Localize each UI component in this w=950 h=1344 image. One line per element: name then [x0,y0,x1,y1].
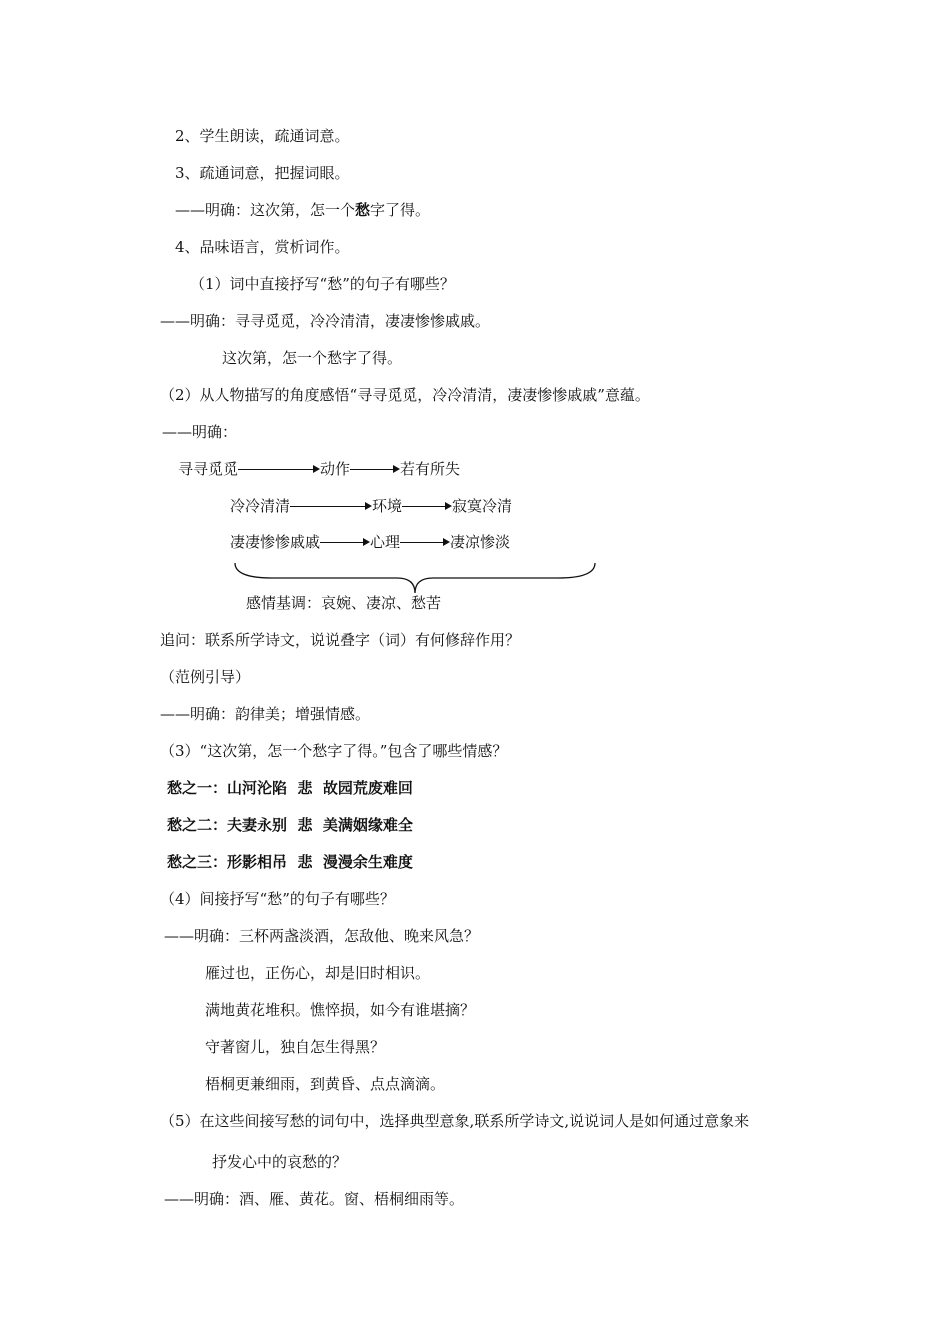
step-3-answer [175,200,430,220]
sorrow-1: 愁之一：山河沦陷 悲 故园荒废难回 [167,779,413,797]
diagram-phrase: 寻寻觅觅 [178,460,239,478]
diagram-result: 寂寞冷清 [452,497,513,515]
diagram-aspect: 动作 [320,460,351,478]
step-4-text: 4、品味语言，赏析词作。 [175,238,350,256]
step-2-text: 2、学生朗读，疏通词意。 [175,127,350,145]
answer-rhetoric: ——明确：韵律美；增强情感。 [160,705,371,723]
arrow-icon [320,532,370,552]
question-1: （1）词中直接抒写“愁”的句子有哪些？ [190,275,455,293]
example-guide: （范例引导） [160,668,251,686]
answer-4: ——明确：三杯两盏淡酒，怎敌他、晚来风急？ [164,927,480,945]
answer-4-line-5: 梧桐更兼细雨，到黄昏、点点滴滴。 [205,1075,446,1093]
answer-5: ——明确：酒、雁、黄花。窗、梧桐细雨等。 [164,1190,465,1208]
answer-1-cont: 这次第，怎一个愁字了得。 [222,349,403,367]
keyword-chou: 愁 [355,201,371,219]
arrow-icon [402,496,452,516]
curly-brace-icon [232,560,598,596]
question-2: （2）从人物描写的角度感悟“寻寻觅觅，冷冷清清，凄凄惨惨戚戚”意蕴。 [160,386,650,404]
answer-1: ——明确：寻寻觅觅，冷冷清清，凄凄惨惨戚戚。 [160,312,491,330]
emotional-tone: 感情基调：哀婉、凄凉、愁苦 [246,594,442,612]
arrow-icon [400,532,450,552]
answer-suffix: 字了得。 [370,201,431,219]
diagram-phrase: 冷冷清清 [230,497,291,515]
diagram-result: 若有所失 [400,460,461,478]
question-5-cont: 抒发心中的哀愁的？ [212,1153,348,1171]
follow-up-question: 追问：联系所学诗文，说说叠字（词）有何修辞作用？ [160,631,521,649]
diagram-row [230,532,510,552]
arrow-icon [350,459,400,479]
arrow-icon [290,496,372,516]
answer-2-label: ——明确： [162,423,238,441]
question-4: （4）间接抒写“愁”的句子有哪些？ [160,890,395,908]
arrow-icon [238,459,320,479]
step-3-text: 3、疏通词意，把握词眼。 [175,164,350,182]
diagram-row [178,459,460,479]
sorrow-2: 愁之二：夫妻永别 悲 美满姻缘难全 [167,816,413,834]
answer-4-line-3: 满地黄花堆积。憔悴损，如今有谁堪摘？ [205,1001,476,1019]
diagram-aspect: 环境 [372,497,403,515]
answer-4-line-4: 守著窗儿，独自怎生得黑？ [205,1038,386,1056]
diagram-aspect: 心理 [370,533,401,551]
sorrow-3: 愁之三：形影相吊 悲 漫漫余生难度 [167,853,413,871]
question-3: （3）“这次第，怎一个愁字了得。”包含了哪些情感？ [160,742,508,760]
question-5: （5）在这些间接写愁的词句中，选择典型意象,联系所学诗文,说说词人是如何通过意象来 [160,1112,750,1130]
answer-4-line-2: 雁过也，正伤心，却是旧时相识。 [205,964,431,982]
diagram-phrase: 凄凄惨惨戚戚 [230,533,321,551]
answer-prefix: ——明确：这次第，怎一个 [175,201,356,219]
diagram-result: 凄凉惨淡 [450,533,511,551]
diagram-row [230,496,512,516]
